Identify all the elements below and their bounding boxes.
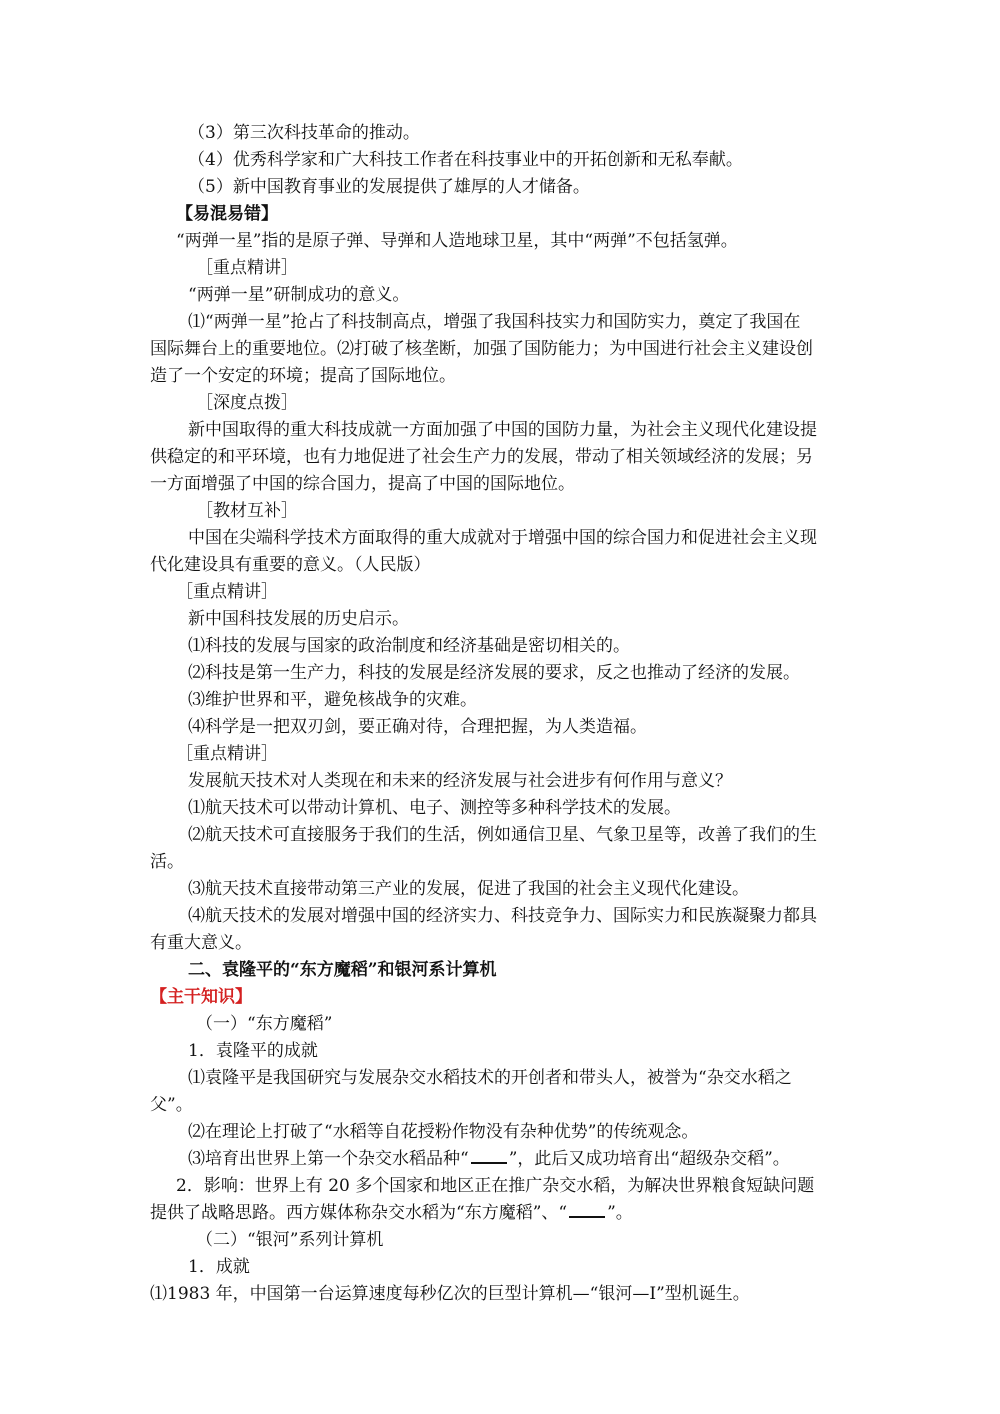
text-segment: ”。 [607,1203,633,1223]
section-label: ［重点精讲］ [176,744,278,764]
answer-blank[interactable] [569,1202,605,1218]
text-line: ⑵航天技术可直接服务于我们的生活，例如通信卫星、气象卫星等，改善了我们的生 [188,825,817,845]
text-line: 发展航天技术对人类现在和未来的经济发展与社会进步有何作用与意义？ [188,771,732,791]
text-line: “两弹一星”指的是原子弹、导弹和人造地球卫星，其中“两弹”不包括氢弹。 [176,231,738,251]
text-line: 供稳定的和平环境，也有力地促进了社会生产力的发展，带动了相关领域经济的发展；另 [150,447,813,467]
text-line: ⑴1983 年，中国第一台运算速度每秒亿次的巨型计算机—“银河—Ⅰ”型机诞生。 [150,1284,750,1304]
text-line: 1．袁隆平的成就 [188,1041,318,1061]
key-knowledge-heading: 【主干知识】 [150,987,252,1007]
section-heading: 【易混易错】 [176,204,278,224]
text-line: 父”。 [150,1095,193,1115]
text-line: 中国在尖端科学技术方面取得的重大成就对于增强中国的综合国力和促进社会主义现 [188,528,817,548]
answer-blank[interactable] [471,1148,507,1164]
text-line: 造了一个安定的环境；提高了国际地位。 [150,366,456,386]
text-line: 有重大意义。 [150,933,252,953]
text-line: ⑶维护世界和平，避免核战争的灾难。 [188,690,477,710]
subsection-title: （一）“东方魔稻” [196,1014,333,1034]
text-line: ⑵在理论上打破了“水稻等自花授粉作物没有杂种优势”的传统观念。 [188,1122,699,1142]
fill-blank-line [188,1146,888,1172]
section-label: ［重点精讲］ [196,258,298,278]
section-title: 二、袁隆平的“东方魔稻”和银河系计算机 [188,960,497,980]
text-line: ⑷航天技术的发展对增强中国的经济实力、科技竞争力、国际实力和民族凝聚力都具 [188,906,817,926]
text-line: 一方面增强了中国的综合国力，提高了中国的国际地位。 [150,474,575,494]
text-line: （3）第三次科技革命的推动。 [188,123,420,143]
text-segment: ⑶培育出世界上第一个杂交水稻品种“ [188,1149,469,1169]
text-line: 2．影响：世界上有 20 多个国家和地区正在推广杂交水稻，为解决世界粮食短缺问题 [176,1176,815,1196]
text-line: 新中国科技发展的历史启示。 [188,609,409,629]
text-line: ⑴科技的发展与国家的政治制度和经济基础是密切相关的。 [188,636,630,656]
section-label: ［重点精讲］ [176,582,278,602]
text-line: （5）新中国教育事业的发展提供了雄厚的人才储备。 [188,177,590,197]
text-line: 国际舞台上的重要地位。⑵打破了核垄断，加强了国防能力；为中国进行社会主义建设创 [150,339,813,359]
text-segment: ”，此后又成功培育出“超级杂交稻”。 [508,1149,790,1169]
text-line: ⑵科技是第一生产力，科技的发展是经济发展的要求，反之也推动了经济的发展。 [188,663,800,683]
text-line: 代化建设具有重要的意义。（人民版） [150,555,431,575]
subsection-title: （二）“银河”系列计算机 [196,1230,384,1250]
text-line: ⑴航天技术可以带动计算机、电子、测控等多种科学技术的发展。 [188,798,681,818]
section-label: ［教材互补］ [196,501,298,521]
text-line: ⑴“两弹一星”抢占了科技制高点，增强了我国科技实力和国防实力，奠定了我国在 [188,312,801,332]
fill-blank-line [150,1200,850,1226]
text-line: ⑶航天技术直接带动第三产业的发展，促进了我国的社会主义现代化建设。 [188,879,749,899]
text-line: 活。 [150,852,184,872]
text-segment: 提供了战略思路。西方媒体称杂交水稻为“东方魔稻”、“ [150,1203,568,1223]
text-line: ⑴袁隆平是我国研究与发展杂交水稻技术的开创者和带头人，被誉为“杂交水稻之 [188,1068,792,1088]
text-line: ⑷科学是一把双刃剑，要正确对待，合理把握，为人类造福。 [188,717,647,737]
section-label: ［深度点拨］ [196,393,298,413]
text-line: “两弹一星”研制成功的意义。 [188,285,410,305]
text-line: 新中国取得的重大科技成就一方面加强了中国的国防力量，为社会主义现代化建设提 [188,420,817,440]
text-line: 1．成就 [188,1257,250,1277]
text-line: （4）优秀科学家和广大科技工作者在科技事业中的开拓创新和无私奉献。 [188,150,743,170]
